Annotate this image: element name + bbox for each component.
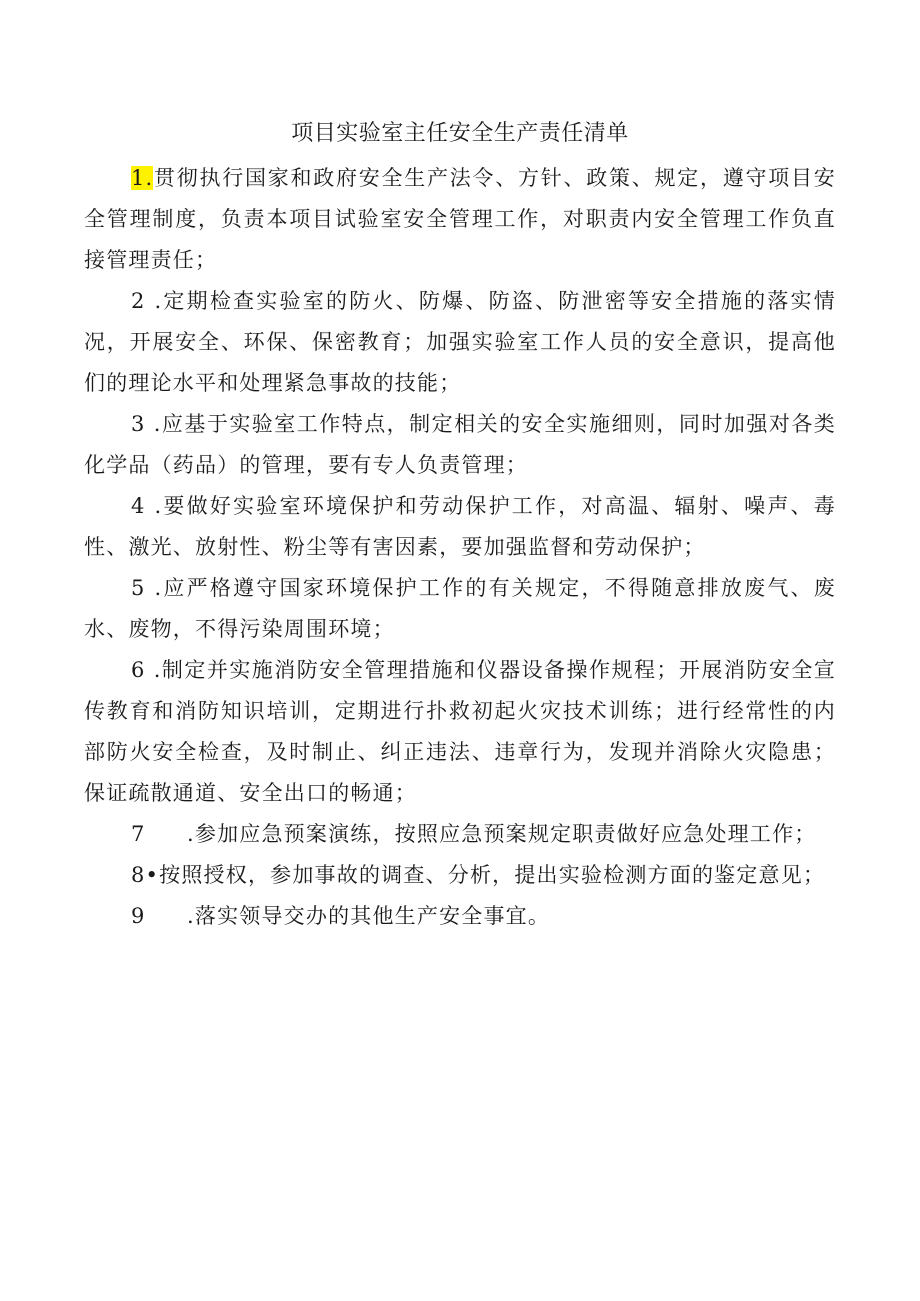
item-number: 9 bbox=[131, 904, 146, 928]
list-item-5 bbox=[84, 568, 836, 650]
item-text: 定期检查实验室的防火、防爆、防盗、防泄密等安全措施的落实情况，开展安全、环保、保密教育；加强实验室工作人员的安全意识，提高他们的理论水平和处理紧急事故的技能； bbox=[84, 289, 836, 395]
item-text: 按照授权，参加事故的调查、分析，提出实验检测方面的鉴定意见； bbox=[159, 863, 826, 887]
item-text: 要做好实验室环境保护和劳动保护工作，对高温、辐射、噪声、毒性、激光、放射性、粉尘等有害因素，要加强监督和劳动保护； bbox=[84, 494, 836, 559]
list-item-6 bbox=[84, 650, 836, 814]
list-item-7 bbox=[84, 814, 836, 855]
list-item-9 bbox=[84, 896, 836, 937]
item-number: 6 . bbox=[131, 658, 162, 682]
item-number: 8• bbox=[131, 863, 160, 887]
item-text: .落实领导交办的其他生产安全事宜。 bbox=[187, 904, 551, 928]
list-item-4 bbox=[84, 486, 836, 568]
list-item-1 bbox=[84, 158, 836, 281]
item-text: 贯彻执行国家和政府安全生产法令、方针、政策、规定，遵守项目安全管理制度，负责本项目试验室安全管理工作，对职责内安全管理工作负直接管理责任； bbox=[84, 166, 836, 272]
list-item-2 bbox=[84, 281, 836, 404]
item-text: .参加应急预案演练，按照应急预案规定职责做好应急处理工作； bbox=[187, 822, 817, 846]
item-number-highlighted: 1. bbox=[131, 166, 154, 190]
item-number: 7 bbox=[131, 822, 146, 846]
item-number: 3 . bbox=[131, 412, 162, 436]
item-number: 5 . bbox=[131, 576, 163, 600]
list-item-8 bbox=[84, 855, 836, 896]
list-item-3 bbox=[84, 404, 836, 486]
item-text: 应严格遵守国家环境保护工作的有关规定，不得随意排放废气、废水、废物，不得污染周围环境； bbox=[84, 576, 836, 641]
item-text: 制定并实施消防安全管理措施和仪器设备操作规程；开展消防安全宣传教育和消防知识培训，定期进行扑救初起火灾技术训练；进行经常性的内部防火安全检查，及时制止、纠正违法、违章行为，发现并消除火灾隐患；保证疏散通道、安全出口的畅通； bbox=[84, 658, 836, 805]
document-title: 项目实验室主任安全生产责任清单 bbox=[291, 121, 629, 146]
document-body bbox=[84, 158, 836, 937]
item-text: 应基于实验室工作特点，制定相关的安全实施细则，同时加强对各类化学品（药品）的管理，要有专人负责管理； bbox=[84, 412, 836, 477]
item-number: 4 . bbox=[131, 494, 163, 518]
item-number: 2 . bbox=[131, 289, 163, 313]
